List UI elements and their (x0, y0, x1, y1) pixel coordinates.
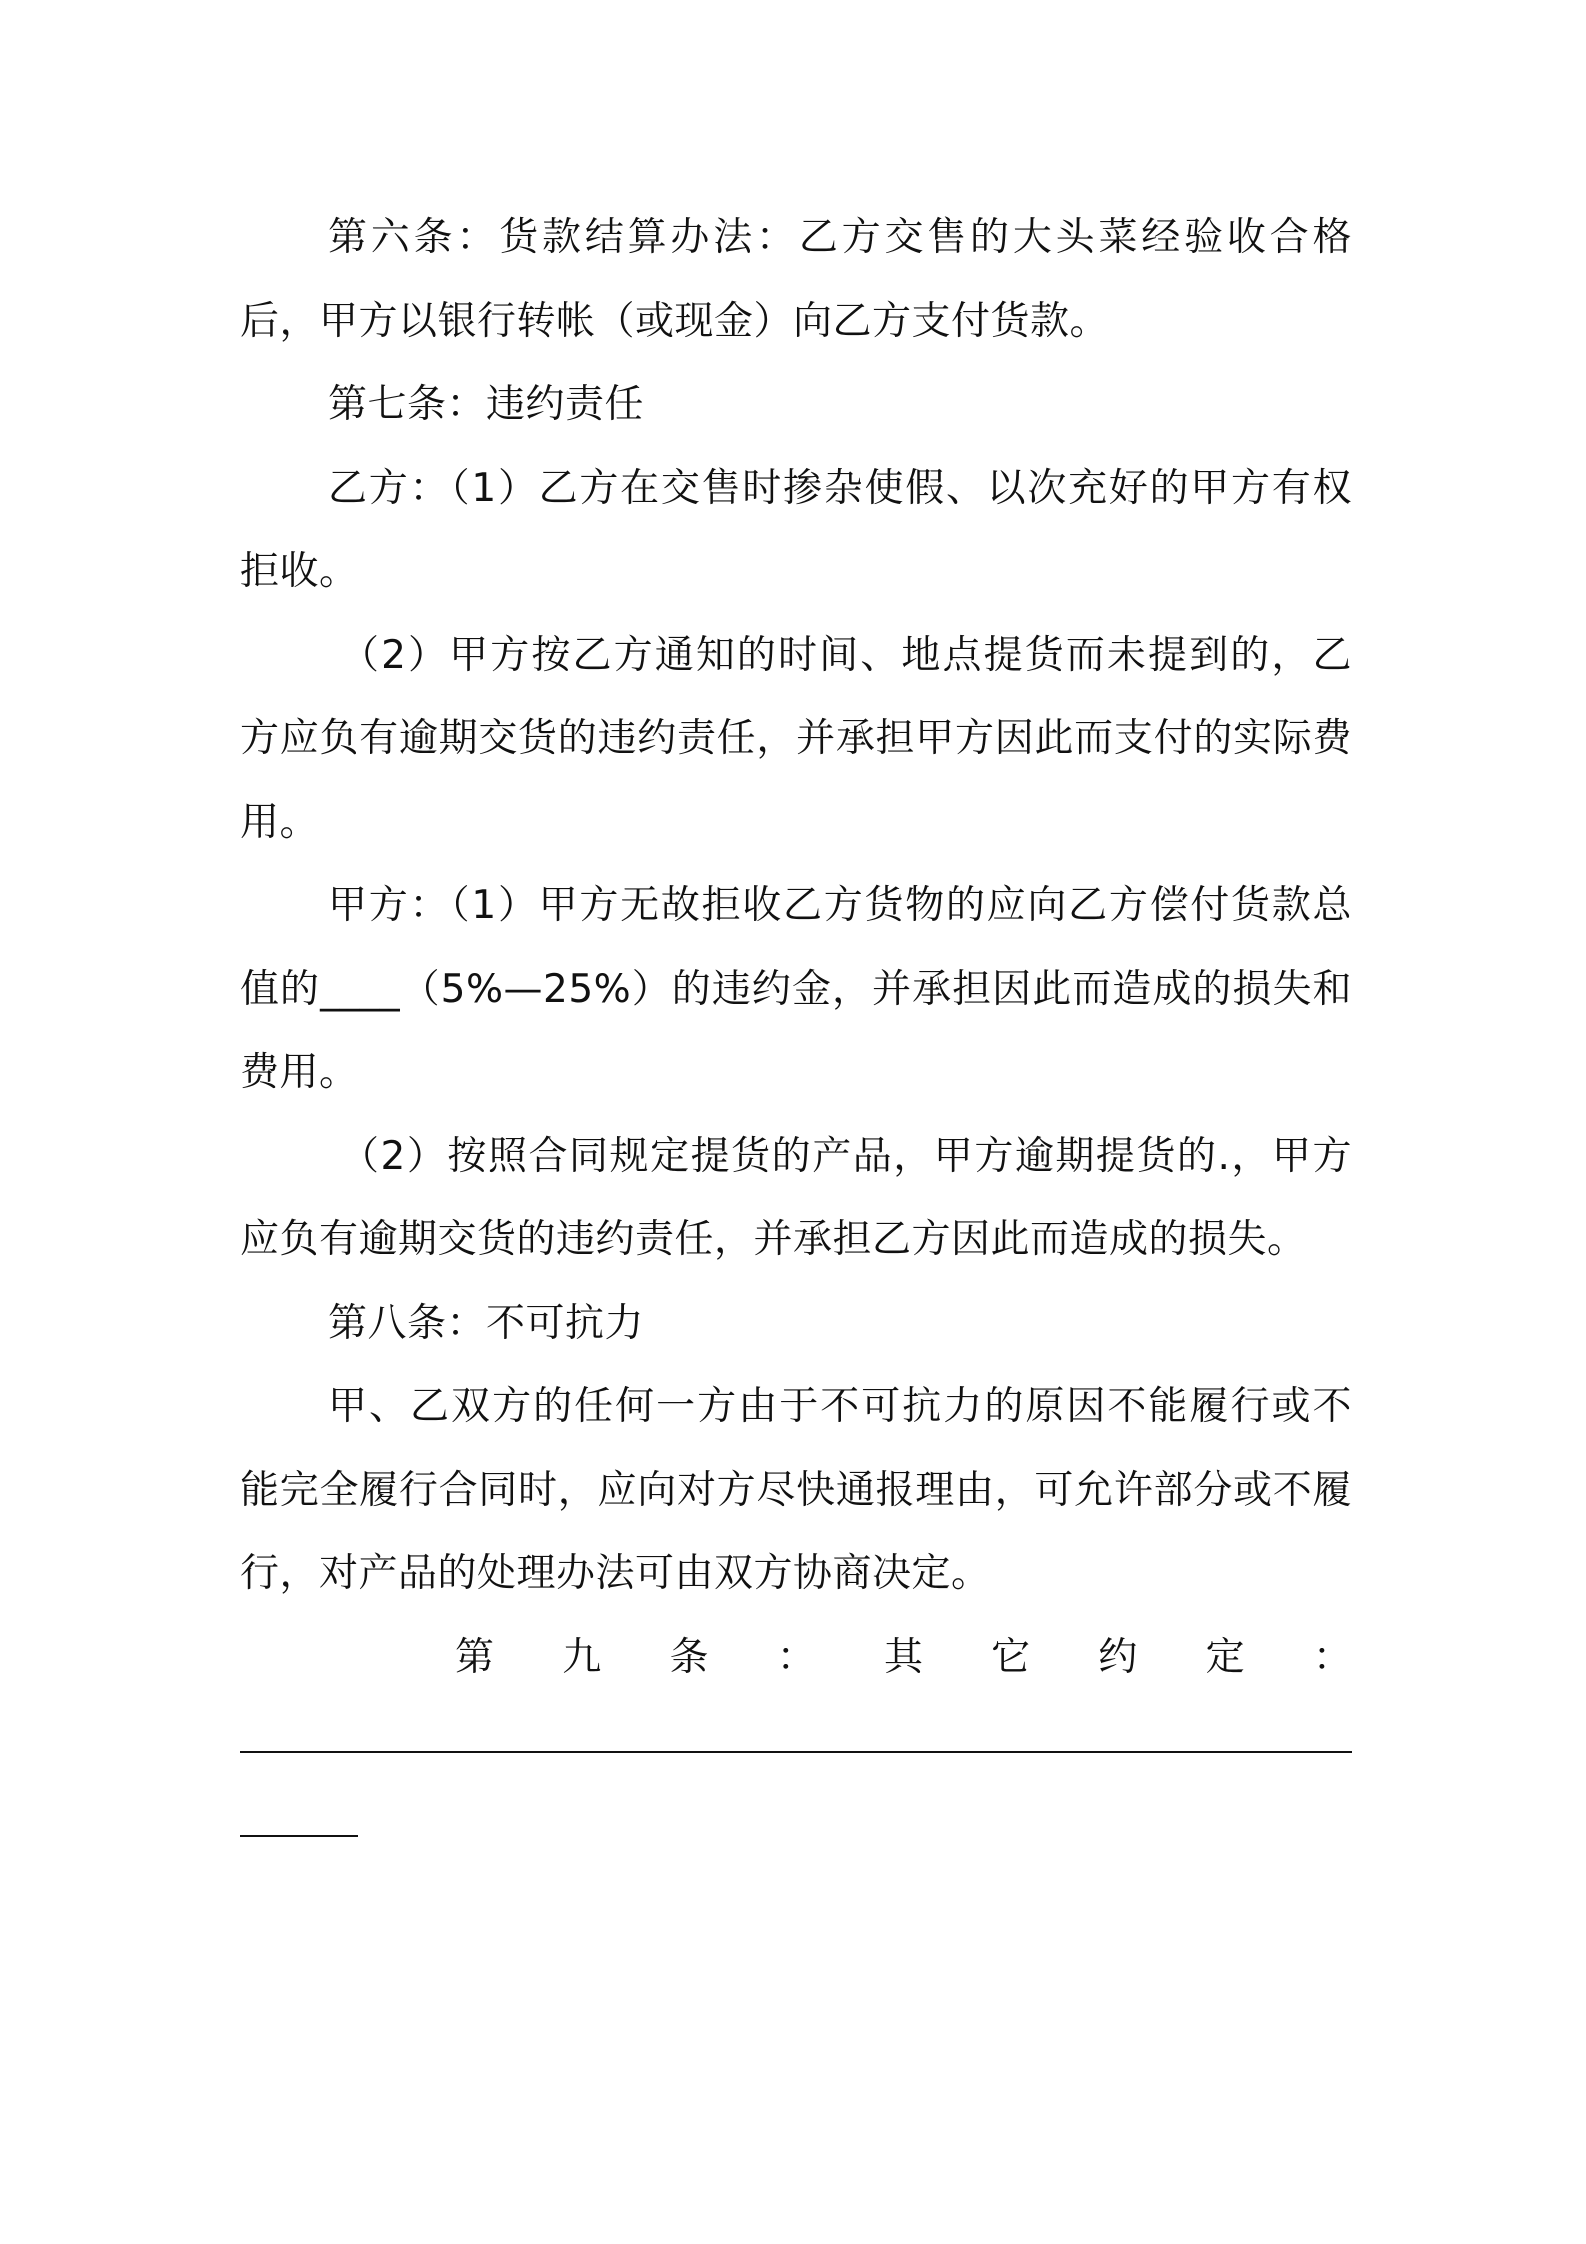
heading-char: 第 (455, 1634, 495, 1680)
heading-char: 它 (991, 1634, 1031, 1680)
heading-char: 其 (883, 1634, 923, 1680)
heading-char: 约 (1098, 1634, 1138, 1680)
heading-char: 九 (562, 1634, 602, 1680)
underline-rule (240, 1751, 1352, 1753)
article-8-title: 第八条：不可抗力 (328, 1300, 645, 1346)
heading-char: 定 (1205, 1634, 1245, 1680)
heading-char: ： (776, 1634, 816, 1680)
article-9-heading (240, 1616, 1352, 1700)
fill-in-line-2 (240, 1783, 1352, 1867)
article-7-title: 第七条：违约责任 (328, 382, 645, 427)
article-6-payment: 第六条：货款结算办法：乙方交售的大头菜经验收合格后，甲方以银行转帐（或现金）向乙方支付货款。 (240, 215, 1352, 344)
contract-text (240, 196, 1352, 1866)
party-a-clause-1: 甲方：（1）甲方无故拒收乙方货物的应向乙方偿付货款总值的____（5%—25%）的违约金，并承担因此而造成的损失和费用。 (240, 883, 1352, 1095)
heading-char: 条 (669, 1634, 709, 1680)
heading-char: ： (1312, 1634, 1352, 1680)
party-a-clause-2: （2）按照合同规定提货的产品，甲方逾期提货的.，甲方应负有逾期交货的违约责任，并承担乙方因此而造成的损失。 (240, 1133, 1352, 1262)
party-b-clause-2: （2）甲方按乙方通知的时间、地点提货而未提到的，乙方应负有逾期交货的违约责任，并承担甲方因此而支付的实际费用。 (240, 632, 1352, 845)
article-8-body: 甲、乙双方的任何一方由于不可抗力的原因不能履行或不能完全履行合同时，应向对方尽快通报理由，可允许部分或不履行，对产品的处理办法可由双方协商决定。 (240, 1384, 1352, 1596)
underline-rule (240, 1835, 358, 1837)
fill-in-line-1 (240, 1699, 1352, 1783)
party-b-clause-1: 乙方：（1）乙方在交售时掺杂使假、以次充好的甲方有权拒收。 (240, 465, 1352, 594)
